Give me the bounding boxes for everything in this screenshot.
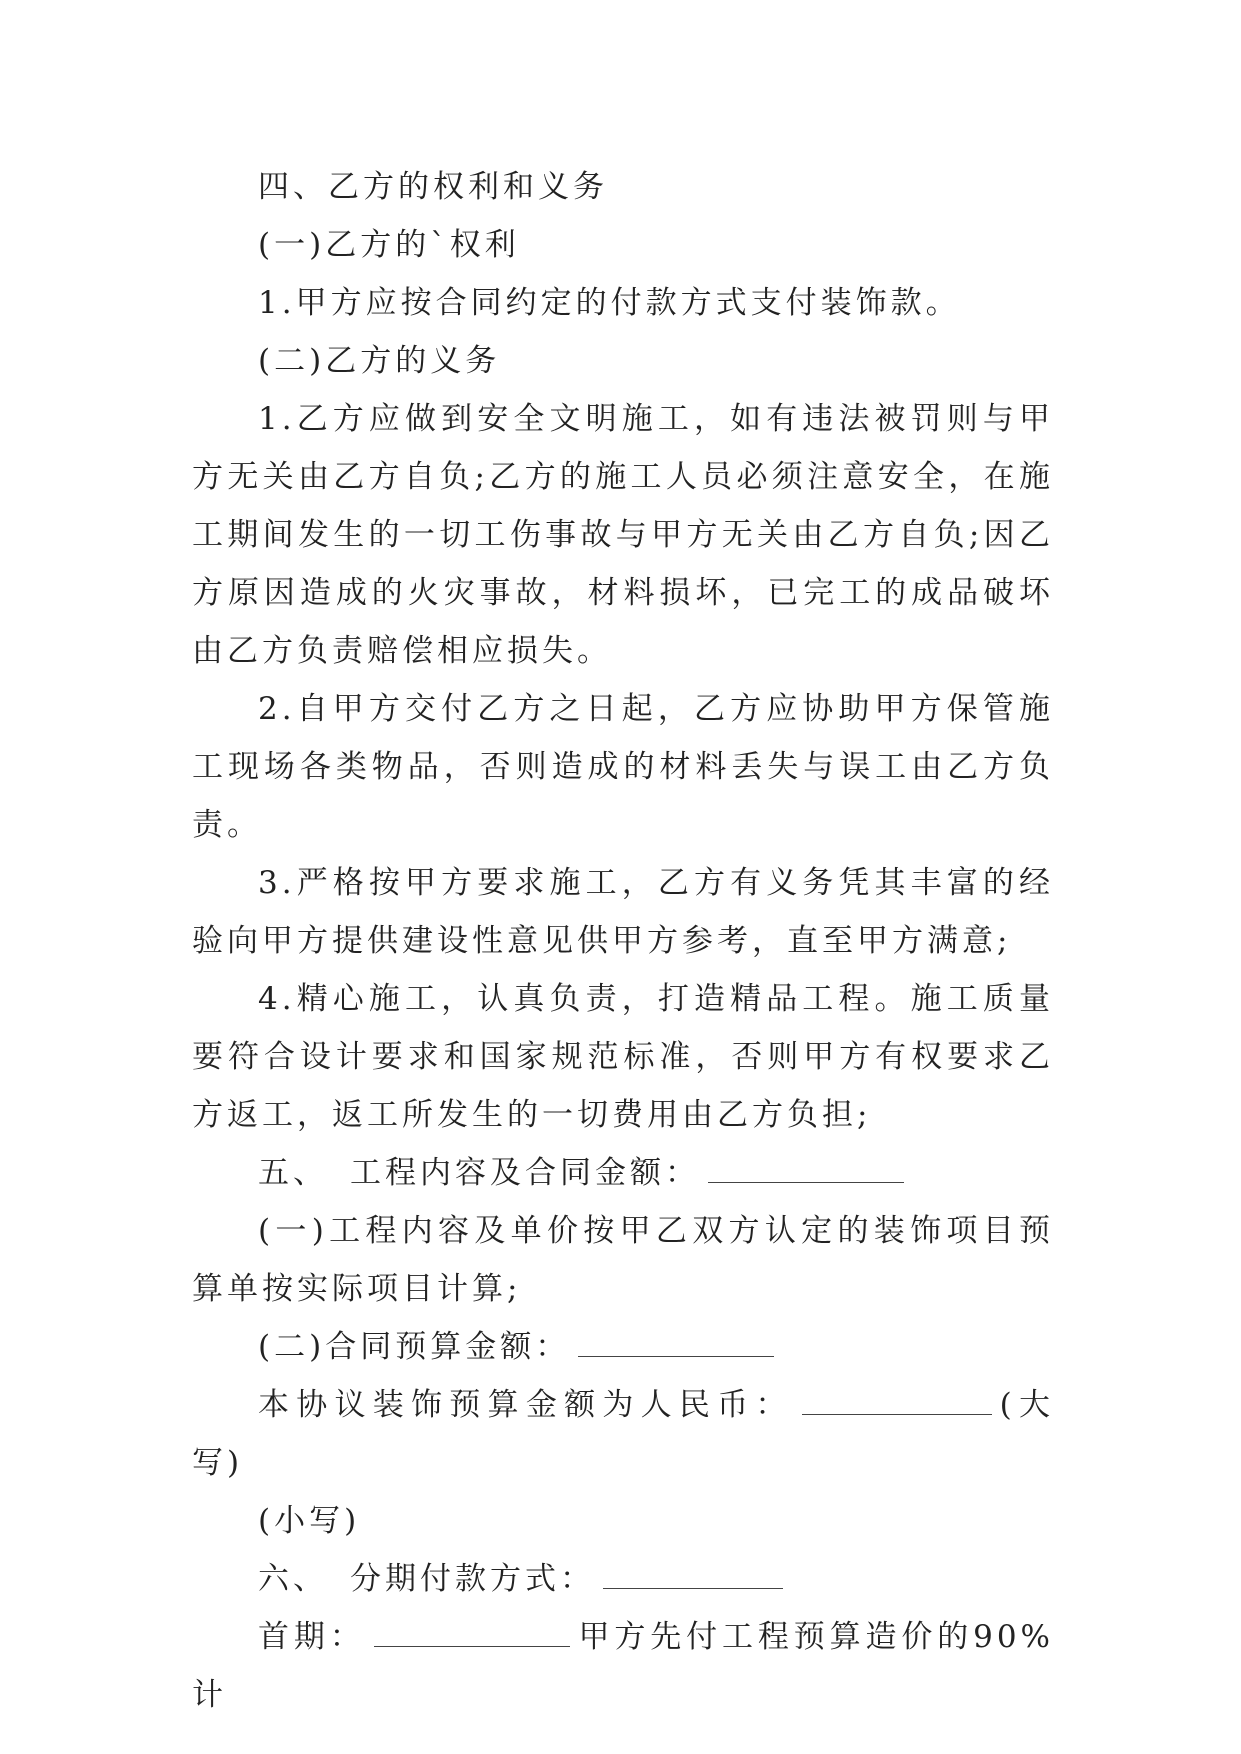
section-5-label: 五、 <box>258 1155 328 1191</box>
budget-amount-blank-field <box>578 1334 774 1357</box>
section-4-sub2-heading: (二)乙方的义务 <box>258 343 501 379</box>
section-4-title: 四、乙方的权利和义务 <box>258 169 608 205</box>
section-6-label: 六、 <box>258 1561 328 1597</box>
amount-lower-line <box>192 1492 1054 1550</box>
amount-upper-blank-field <box>802 1392 992 1415</box>
amount-prefix: 本协议装饰预算金额为人民币： <box>258 1387 794 1423</box>
section-5-sub2-line <box>192 1318 1054 1376</box>
section-6-title-line <box>192 1550 1054 1608</box>
first-payment-line <box>192 1608 1054 1724</box>
section-4-sub2-item-2: 2.自甲方交付乙方之日起，乙方应协助甲方保管施工现场各类物品，否则造成的材料丢失与误工由乙方负责。 <box>192 691 1054 843</box>
amount-upper-line <box>192 1376 1054 1492</box>
amount-upper-suffix: (大写) <box>192 1387 1054 1481</box>
first-payment-blank-field <box>374 1624 570 1647</box>
section-4-sub1-heading: (一)乙方的`权利 <box>258 227 520 263</box>
first-payment-text: 甲方先付工程预算造价的90%计 <box>192 1619 1055 1713</box>
section-5-sub1: (一)工程内容及单价按甲乙双方认定的装饰项目预算单按实际项目计算; <box>192 1213 1054 1307</box>
section-6-title: 分期付款方式： <box>350 1561 595 1597</box>
section-5-title-line <box>192 1144 1054 1202</box>
section-4-sub2-item-4: 4.精心施工，认真负责，打造精品工程。施工质量要符合设计要求和国家规范标准，否则甲方有权要求乙方返工，返工所发生的一切费用由乙方负担; <box>192 981 1054 1133</box>
section-6-blank-field <box>603 1566 783 1589</box>
first-payment-label: 首期： <box>258 1619 366 1655</box>
document-body <box>192 158 1054 1724</box>
section-4-sub2-item-1: 1.乙方应做到安全文明施工，如有违法被罚则与甲方无关由乙方自负;乙方的施工人员必须注意安全，在施工期间发生的一切工伤事故与甲方无关由乙方自负;因乙方原因造成的火灾事故，材料损坏，已完工的成品破坏由乙方负责赔偿相应损失。 <box>192 401 1054 669</box>
section-4-sub1-item-1: 1.甲方应按合同约定的付款方式支付装饰款。 <box>258 285 961 321</box>
section-5-title: 工程内容及合同金额： <box>350 1155 700 1191</box>
section-5-blank-field <box>708 1160 904 1183</box>
section-4-sub2-item-3: 3.严格按甲方要求施工，乙方有义务凭其丰富的经验向甲方提供建设性意见供甲方参考，直至甲方满意; <box>192 865 1054 959</box>
section-5-sub2-label: (二)合同预算金额： <box>258 1329 571 1365</box>
amount-lower-label: (小写) <box>258 1503 361 1539</box>
